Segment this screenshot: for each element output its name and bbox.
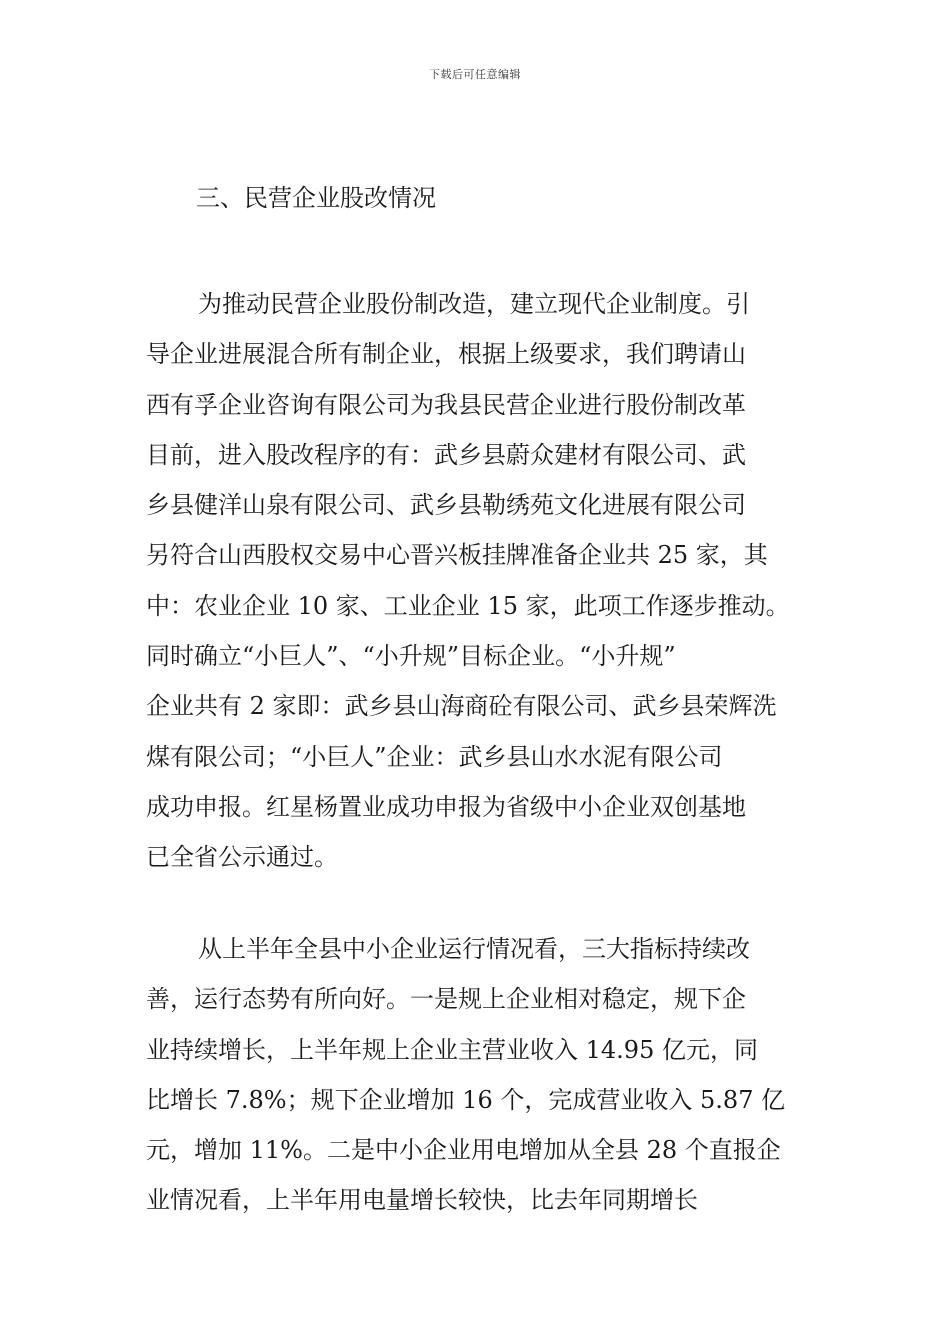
paragraph-line: 乡县健洋山泉有限公司、武乡县勒绣苑文化进展有限公司 — [146, 491, 746, 520]
paragraph-line: 成功申报。红星杨置业成功申报为省级中小企业双创基地 — [146, 792, 746, 821]
paragraph-line: 比增长 7.8%；规下企业增加 16 个，完成营业收入 5.87 亿 — [146, 1085, 786, 1114]
paragraph-line: 从上半年全县中小企业运行情况看，三大指标持续改 — [198, 935, 750, 963]
section-heading: 三、民营企业股改情况 — [196, 184, 436, 212]
paragraph-line: 西有孚企业咨询有限公司为我县民营企业进行股份制改革 — [146, 390, 746, 419]
paragraph-line: 为推动民营企业股份制改造，建立现代企业制度。引 — [198, 290, 750, 318]
paragraph-line: 中：农业企业 10 家、工业企业 15 家，此项工作逐步推动。 — [146, 591, 790, 620]
paragraph-line: 同时确立“小巨人”、“小升规”目标企业。“小升规” — [146, 642, 676, 671]
paragraph-line: 另符合山西股权交易中心晋兴板挂牌准备企业共 25 家，其 — [146, 541, 768, 570]
paragraph-line: 导企业进展混合所有制企业，根据上级要求，我们聘请山 — [146, 340, 746, 369]
paragraph-line: 业持续增长，上半年规上企业主营业收入 14.95 亿元，同 — [146, 1035, 758, 1064]
paragraph-1 — [146, 279, 806, 883]
paragraph-line: 企业共有 2 家即：武乡县山海商砼有限公司、武乡县荣辉洗 — [146, 692, 777, 721]
paragraph-line: 业情况看，上半年用电量增长较快，比去年同期增长 — [146, 1186, 698, 1215]
paragraph-line: 已全省公示通过。 — [146, 843, 338, 872]
paragraph-line: 煤有限公司；“小巨人”企业：武乡县山水水泥有限公司 — [146, 742, 723, 771]
paragraph-line: 善，运行态势有所向好。一是规上企业相对稳定，规下企 — [146, 985, 746, 1014]
paragraph-2 — [146, 924, 806, 1226]
paragraph-line: 目前，进入股改程序的有：武乡县蔚众建材有限公司、武 — [146, 440, 746, 469]
paragraph-line: 元，增加 11%。二是中小企业用电增加从全县 28 个直报企 — [146, 1136, 781, 1165]
header-note: 下载后可任意编辑 — [429, 68, 521, 81]
